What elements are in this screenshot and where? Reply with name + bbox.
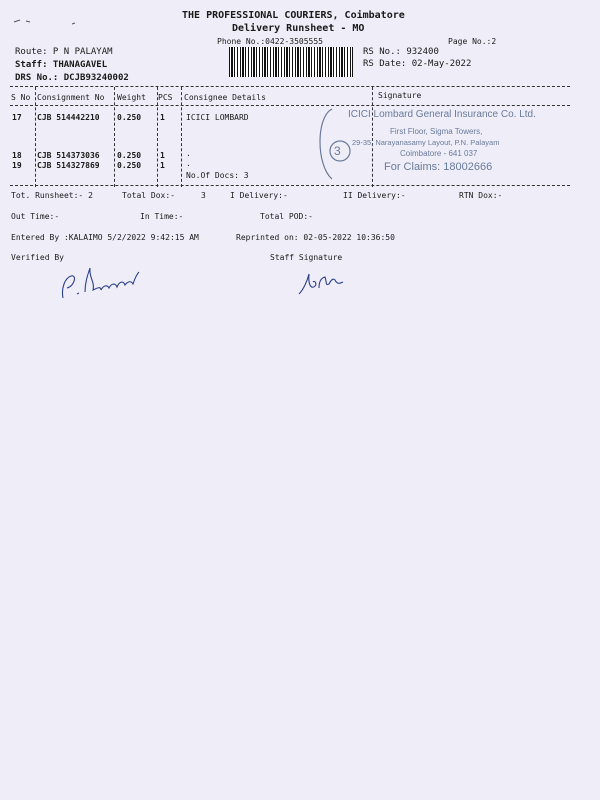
company-stamp: [314, 105, 564, 185]
col-header-sno: S No: [11, 93, 31, 102]
stamp-line-5: For Claims: 18002666: [384, 161, 493, 173]
stamp-line-1: ICICI Lombard General Insurance Co. Ltd.: [348, 109, 536, 120]
out-time: Out Time:-: [11, 212, 60, 221]
table-row-sno: 19: [12, 161, 22, 170]
col-header-signature: Signature: [378, 91, 422, 100]
table-row-weight: 0.250: [117, 161, 142, 170]
table-row-weight: 0.250: [117, 151, 142, 160]
phone-number: Phone No.:0422-3505555: [217, 37, 323, 46]
table-row-weight: 0.250: [117, 113, 142, 122]
total-pod: Total POD:-: [260, 212, 313, 221]
col-header-consignee: Consignee Details: [184, 93, 266, 102]
total-runsheet: Tot. Runsheet:- 2: [11, 191, 93, 200]
runsheet-subtitle: Delivery Runsheet - MO: [232, 23, 365, 34]
first-delivery: I Delivery:-: [230, 191, 288, 200]
company-name: THE PROFESSIONAL COURIERS, Coimbatore: [182, 10, 405, 21]
staff-signature: [295, 262, 355, 298]
table-row-sno: 17: [12, 113, 22, 122]
table-row-pcs: 1: [160, 151, 165, 160]
entered-by: Entered By :KALAIMO 5/2/2022 9:42:15 AM: [11, 233, 199, 242]
rs-date: RS Date: 02-May-2022: [363, 59, 472, 69]
stamp-line-2: First Floor, Sigma Towers,: [390, 127, 483, 136]
pen-mark: [10, 18, 90, 26]
staff: Staff: THANAGAVEL: [15, 60, 108, 70]
drs-number: DRS No.: DCJB93240002: [15, 73, 129, 83]
table-row-consignment: CJB 514442210: [37, 113, 100, 122]
col-header-consignment: Consignment No: [37, 93, 105, 102]
rs-number: RS No.: 932400: [363, 47, 439, 57]
route: Route: P N PALAYAM: [15, 47, 113, 57]
col-header-weight: Weight: [117, 93, 146, 102]
no-of-docs: No.Of Docs: 3: [186, 171, 249, 180]
col-header-pcs: PCS: [158, 93, 173, 102]
table-row-consignee: ICICI LOMBARD: [186, 113, 249, 122]
total-dox-label: Total Dox:-: [122, 191, 175, 200]
total-dox-value: 3: [201, 191, 206, 200]
verified-signature: [55, 260, 155, 302]
barcode: [229, 47, 353, 77]
staff-signature-label: Staff Signature: [270, 253, 343, 262]
reprinted-on: Reprinted on: 02-05-2022 10:36:50: [236, 233, 395, 242]
table-row-consignee: .: [186, 159, 191, 168]
stamp-line-3: 29-35, Narayanasamy Layout, P.N. Palayam: [352, 138, 500, 147]
table-row-consignment: CJB 514327869: [37, 161, 100, 170]
table-row-consignment: CJB 514373036: [37, 151, 100, 160]
in-time: In Time:-: [140, 212, 184, 221]
table-row-pcs: 1: [160, 161, 165, 170]
verified-by-label: Verified By: [11, 253, 64, 262]
table-row-sno: 18: [12, 151, 22, 160]
stamp-line-4: Coimbatore - 641 037: [400, 149, 478, 158]
rtn-dox: RTN Dox:-: [459, 191, 503, 200]
table-row-consignee: .: [186, 149, 191, 158]
second-delivery: II Delivery:-: [343, 191, 406, 200]
table-row-pcs: 1: [160, 113, 165, 122]
stamp-circled-number: 3: [334, 144, 341, 158]
page-number: Page No.:2: [448, 37, 497, 46]
